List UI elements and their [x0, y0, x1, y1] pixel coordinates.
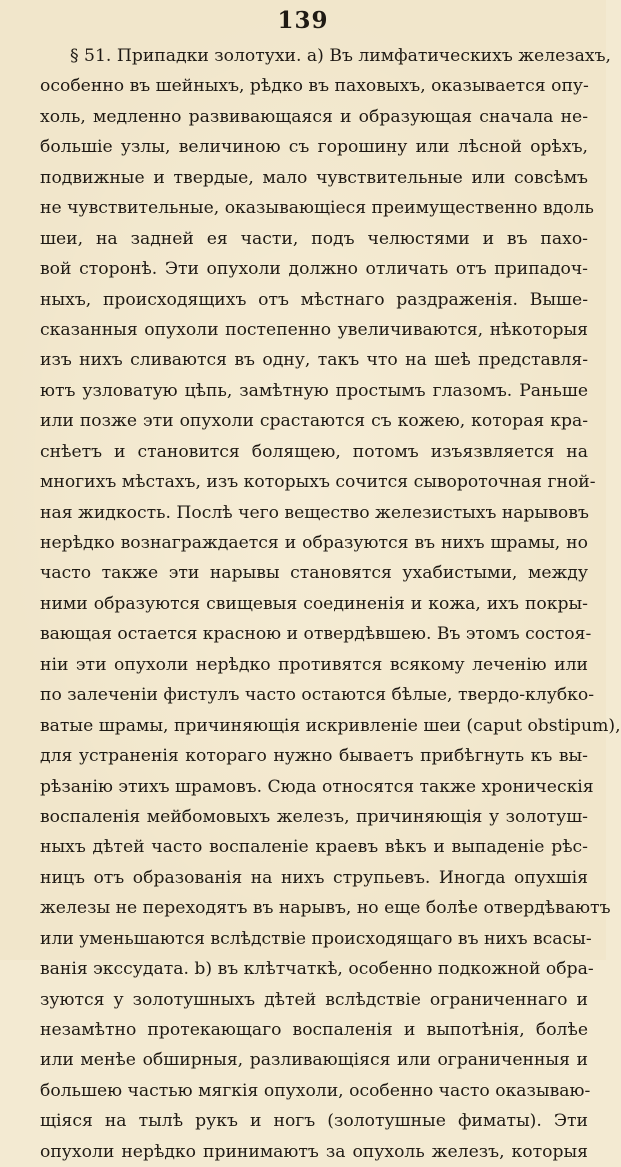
body-text — [40, 41, 621, 1167]
text-line: или уменьшаются вслѣдствіе происходящаго въ нихъ всасы- — [40, 928, 592, 949]
page-number: 139 — [277, 7, 329, 34]
text-line: сказанныя опухоли постепенно увеличиваются, нѣкоторыя — [40, 319, 588, 340]
text-line: ванія экссудата. b) въ клѣтчаткѣ, особенно подкожной обра- — [40, 959, 594, 980]
text-line: вающая остается красною и отвердѣвшею. Въ этомъ состоя- — [40, 624, 592, 645]
text-line: холь, медленно развивающаяся и образующая сначала не- — [40, 106, 588, 127]
text-line: щіяся на тылѣ рукъ и ногъ (золотушные фиматы). Эти — [40, 1111, 588, 1132]
text-line: рѣзанію этихъ шрамовъ. Сюда относятся также хроническія — [40, 776, 594, 797]
text-line: ная жидкость. Послѣ чего вещество железистыхъ нарывовъ — [40, 502, 589, 523]
text-line: особенно въ шейныхъ, рѣдко въ паховыхъ, оказывается опу- — [40, 76, 589, 97]
text-line: не чувствительные, оказывающіеся преимущественно вдоль — [40, 198, 594, 219]
text-line: изъ нихъ сливаются въ одну, такъ что на шеѣ представля- — [40, 350, 588, 371]
text-line: нерѣдко вознаграждается и образуются въ нихъ шрамы, но — [40, 533, 588, 553]
text-line: ютъ узловатую цѣпь, замѣтную простымъ глазомъ. Раньше — [40, 380, 588, 401]
text-line: снѣетъ и становится болящею, потомъ изъязвляется на — [40, 441, 588, 462]
text-line: ніи эти опухоли нерѣдко противятся всякому леченію или — [40, 654, 588, 675]
text-line: вой сторонѣ. Эти опухоли должно отличать отъ припадоч- — [40, 259, 588, 280]
text-line: железы не переходятъ въ нарывъ, но еще болѣе отвердѣваютъ — [40, 898, 611, 919]
text-line: опухоли нерѣдко принимаютъ за опухоль железъ, которыя — [40, 1141, 588, 1162]
text-line: ницъ отъ образованія на нихъ струпьевъ. Иногда опухшія — [40, 867, 588, 888]
text-line: ныхъ дѣтей часто воспаленіе краевъ вѣкъ и выпаденіе рѣс- — [40, 837, 588, 858]
text-line: для устраненія котораго нужно бываетъ прибѣгнуть къ вы- — [40, 746, 588, 767]
text-line: шеи, на задней ея части, подъ челюстями и въ пахо- — [40, 228, 588, 249]
text-line: или менѣе обширныя, разливающіяся или ограниченныя и — [40, 1050, 588, 1071]
text-line: воспаленія мейбомовыхъ железъ, причиняющія у золотуш- — [40, 806, 588, 827]
text-line: ними образуются свищевыя соединенія и кожа, ихъ покры- — [40, 593, 588, 614]
text-line: часто также эти нарывы становятся ухабистыми, между — [40, 563, 588, 584]
text-line: большею частью мягкія опухоли, особенно часто оказываю- — [40, 1080, 591, 1101]
text-line: ватые шрамы, причиняющія искривленіе шеи (caput obstipum), — [40, 715, 621, 736]
text-line: многихъ мѣстахъ, изъ которыхъ сочится сывороточная гной- — [40, 472, 596, 493]
text-line: § 51. Припадки золотухи. а) Въ лимфатическихъ железахъ, — [70, 46, 612, 66]
text-line: большіе узлы, величиною съ горошину или лѣсной орѣхъ, — [40, 137, 588, 158]
text-line: ныхъ, происходящихъ отъ мѣстнаго раздраженія. Выше- — [40, 289, 588, 310]
text-line: или позже эти опухоли срастаются съ кожею, которая кра- — [40, 411, 588, 432]
text-line: по залеченіи фистулъ часто остаются бѣлые, твердо-клубко- — [40, 685, 595, 706]
text-line: зуются у золотушныхъ дѣтей вслѣдствіе ограниченнаго и — [40, 989, 588, 1010]
text-line: незамѣтно протекающаго воспаленія и выпотѣнія, болѣе — [40, 1020, 588, 1040]
text-line: подвижные и твердые, мало чувствительные или совсѣмъ — [40, 167, 588, 188]
